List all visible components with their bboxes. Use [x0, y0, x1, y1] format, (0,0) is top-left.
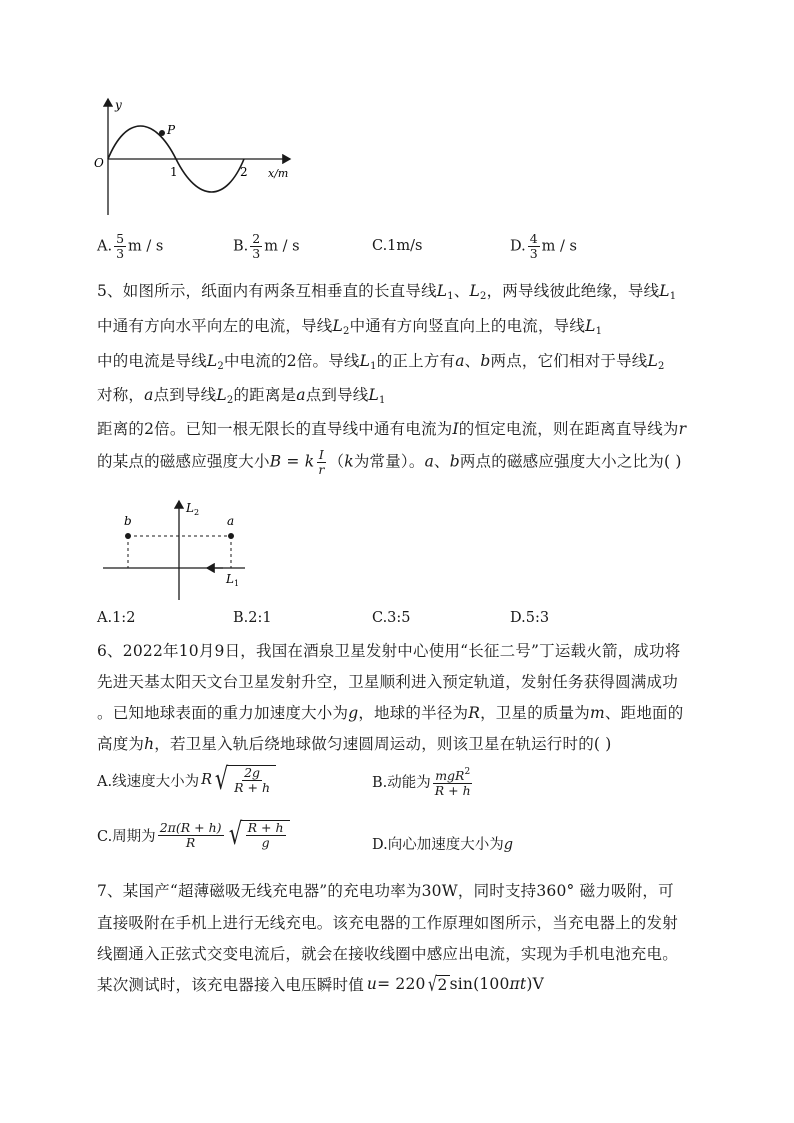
- q6-option-a-sqrt: √ $\frac{2g}{R + h}$: [212, 765, 276, 795]
- q6-option-c-sqrt: √ $\frac{R + h}{g}$: [226, 820, 290, 850]
- q6-line-3: 。已知地球表面的重力加速度大小为g，地球的半径为R，卫星的质量为m、距地面的: [97, 704, 684, 722]
- q6-option-b[interactable]: B.动能为 $\frac{mgR^2}{R + h}$: [372, 767, 471, 798]
- q7-line-4: 某次测试时，该充电器接入电压瞬时值 u = 220 √ 2 sin(100 πt )V: [97, 972, 545, 996]
- q6-option-c-fraction: $\frac{2\pi(R + h)}{R}$: [159, 819, 222, 850]
- q7-line-2: 直接吸附在手机上进行无线充电。该充电器的工作原理如图所示，当充电器上的发射: [97, 914, 678, 932]
- point-a-marker: [228, 533, 234, 539]
- q6-option-c[interactable]: C.周期为 $\frac{2\pi(R + h)}{R}$ √ $\frac{R + h}{g}$: [97, 820, 290, 850]
- l2-label: $L_2$: [186, 501, 200, 517]
- l1-label: $L_1$: [226, 572, 240, 588]
- q5-option-a[interactable]: A.1:2: [97, 610, 136, 626]
- q4-option-d[interactable]: D. $\frac{4}{3}$ m / s: [510, 231, 577, 261]
- q4-option-c[interactable]: C.1m/s: [372, 238, 423, 254]
- point-b-marker: [125, 533, 131, 539]
- q4-option-b-fraction: $\frac{2}{3}$: [252, 231, 261, 261]
- q5-line-1: 5、如图所示，纸面内有两条互相垂直的长直导线$L_1$、$L_2$，两导线彼此绝缘，导线$L_1$: [97, 282, 677, 302]
- tick-2-label: 2: [240, 165, 248, 179]
- q7-line-3: 线圈通入正弦式交变电流后，就会在接收线圈中感应出电流，实现为手机电池充电。: [97, 945, 678, 963]
- q6-line-1: 6、2022年10月9日，我国在酒泉卫星发射中心使用“长征二号”丁运载火箭，成功将: [97, 642, 681, 660]
- y-axis-label: y: [115, 98, 122, 112]
- voltage-sqrt: √ 2: [427, 972, 448, 996]
- q5-line-3: 中的电流是导线$L_2$中电流的2倍。导线$L_1$的正上方有a、b两点，它们相对于导线$L_2$: [97, 352, 665, 372]
- q5-option-c[interactable]: C.3:5: [372, 610, 411, 626]
- origin-label: O: [94, 156, 104, 170]
- point-b-label: b: [124, 514, 132, 528]
- q4-option-d-fraction: $\frac{4}{3}$: [529, 231, 538, 261]
- q5-line-6: 的某点的磁感应强度大小B = k $\frac{I}{r}$ （k为常量）。a、b两点的磁感应强度大小之比为( ): [97, 447, 682, 477]
- q6-option-d[interactable]: D.向心加速度大小为g: [372, 837, 514, 853]
- q4-option-a[interactable]: A. $\frac{5}{3}$ m / s: [97, 231, 164, 261]
- tick-1-label: 1: [170, 165, 178, 179]
- q4-option-a-fraction: $\frac{5}{3}$: [116, 231, 125, 261]
- point-a-label: a: [227, 514, 235, 528]
- point-p-marker: [159, 130, 165, 136]
- wave-figure: [90, 95, 305, 220]
- q5-option-d[interactable]: D.5:3: [510, 610, 550, 626]
- x-axis-label: x/m: [268, 167, 289, 180]
- q5-line-4: 对称，a点到导线$L_2$的距离是a点到导线$L_1$: [97, 386, 386, 406]
- q5-option-b[interactable]: B.2:1: [233, 610, 272, 626]
- point-p-label: P: [167, 123, 176, 137]
- q5-line-2: 中通有方向水平向左的电流，导线$L_2$中通有方向竖直向上的电流，导线$L_1$: [97, 317, 603, 337]
- q6-option-a[interactable]: A.线速度大小为 R √ $\frac{2g}{R + h}$: [97, 765, 276, 795]
- q6-option-b-fraction: $\frac{mgR^2}{R + h}$: [434, 767, 471, 798]
- q6-line-2: 先进天基太阳天文台卫星发射升空，卫星顺利进入预定轨道，发射任务获得圆满成功: [97, 673, 678, 691]
- q5-line-5: 距离的2倍。已知一根无限长的直导线中通有电流为I的恒定电流，则在距离直导线为r: [97, 420, 687, 438]
- b-formula-fraction: $\frac{I}{r}$: [318, 447, 325, 477]
- q6-line-4: 高度为h，若卫星入轨后绕地球做匀速圆周运动，则该卫星在轨运行时的( ): [97, 735, 612, 753]
- q4-option-b[interactable]: B. $\frac{2}{3}$ m / s: [233, 231, 300, 261]
- q7-line-1: 7、某国产“超薄磁吸无线充电器”的充电功率为30W，同时支持360° 磁力吸附，可: [97, 882, 674, 900]
- wires-figure: [95, 495, 255, 605]
